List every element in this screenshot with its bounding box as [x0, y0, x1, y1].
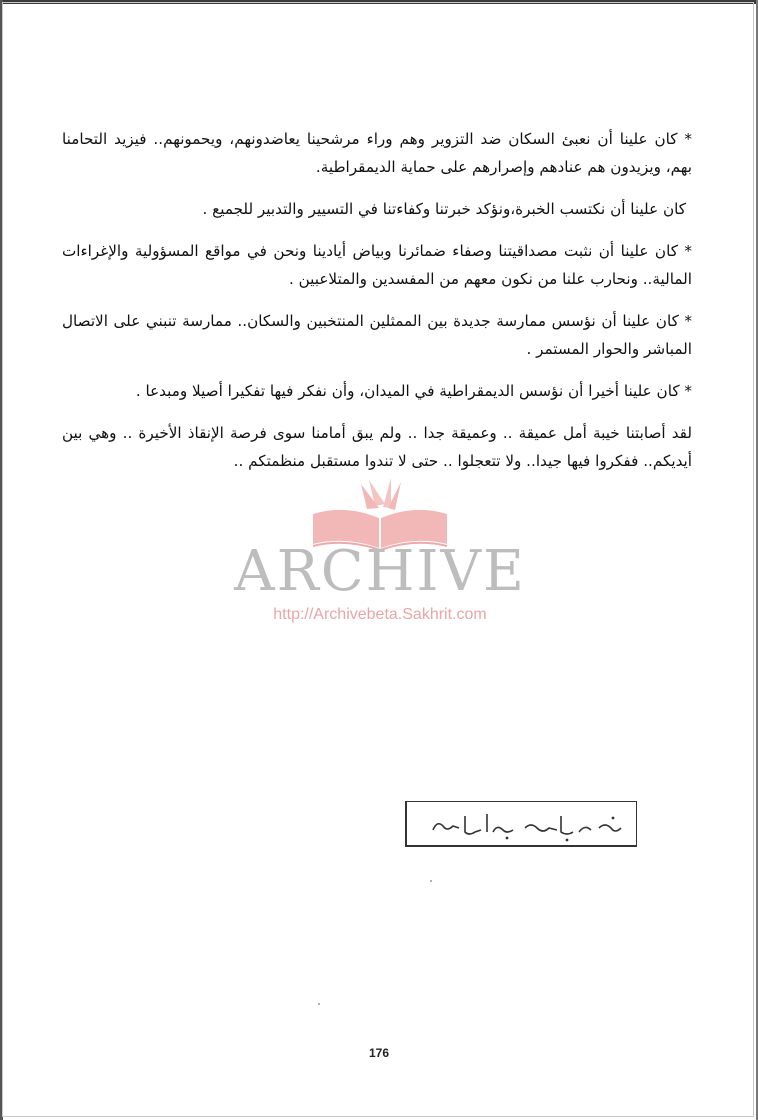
paragraph-2: كان علينا أن نكتسب الخبرة،ونؤكد خبرتنا وكفاءتنا في التسيير والتدبير للجميع . — [202, 200, 686, 218]
archive-watermark — [200, 470, 560, 640]
author-signature-stamp — [405, 801, 637, 847]
paragraph-3: * كان علينا أن نثبت مصداقيتنا وصفاء ضمائرنا وبياض أيادينا ونحن في مواقع المسؤولية والإغراءات المالية.. ونحارب علنا من نكون معهم من المفسدين والمتلاعبين . — [62, 242, 692, 288]
paragraph-5: * كان علينا أخيرا أن نؤسس الديمقراطية في الميدان، وأن نفكر فيها تفكيرا أصيلا ومبدعا . — [135, 382, 692, 400]
paragraph-4: * كان علينا أن نؤسس ممارسة جديدة بين الممثلين المنتخبين والسكان.. ممارسة تنبني على الاتصال المباشر والحوار المستمر . — [62, 312, 692, 358]
watermark-url: http://Archivebeta.Sakhrit.com — [273, 606, 487, 623]
page-number: 176 — [368, 1046, 390, 1060]
paragraph-1: * كان علينا أن نعبئ السكان ضد التزوير وهم وراء مرشحينا يعاضدونهم، ويحمونهم.. فيزيد التحامنا بهم، ويزيدون هم عنادهم وإصرارهم على حماية الديمقراطية. — [62, 130, 692, 176]
document-body — [62, 125, 692, 489]
scan-speck — [318, 1003, 320, 1005]
paragraph-6: لقد أصابتنا خيبة أمل عميقة .. وعميقة جدا .. ولم يبق أمامنا سوى فرصة الإنقاذ الأخيرة .. وهي بين أيديكم.. ففكروا فيها جيدا.. ولا تتعجلوا .. حتى لا تندوا مستقبل منظمتكم .. — [62, 424, 692, 470]
scan-speck — [430, 880, 432, 882]
watermark-title: ARCHIVE — [234, 539, 526, 604]
